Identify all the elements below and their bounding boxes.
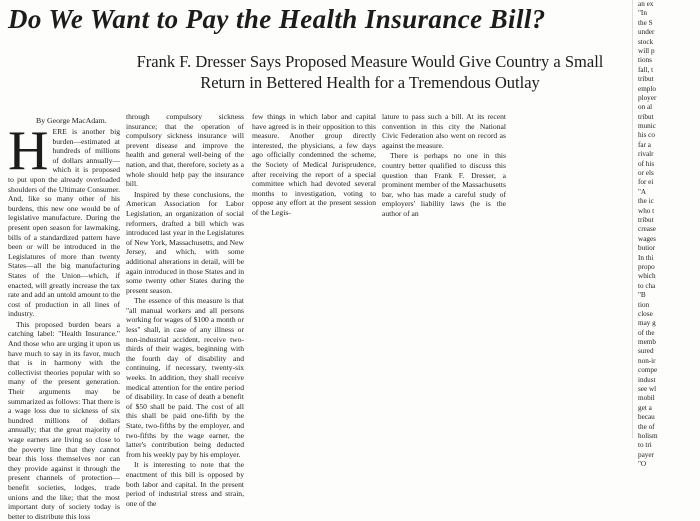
right-column-line: sured xyxy=(638,347,654,356)
right-column-line: "B xyxy=(638,291,646,300)
right-column-line: butior xyxy=(638,244,656,253)
right-column-line: mobil xyxy=(638,394,655,403)
right-column-line: propo xyxy=(638,262,655,271)
right-column-line: tribut xyxy=(638,112,654,121)
right-column-line: for ei xyxy=(638,178,654,187)
right-column-line: "A xyxy=(638,187,647,196)
right-column-line: far a xyxy=(638,140,651,149)
paragraph: There is perhaps no one in this country better qualified to discuss this question than Frank F. Dresser, a prominent member of the Massachusetts bar, who has made a careful study of employers' liability laws (he is the author of an xyxy=(382,151,506,218)
right-column-line: ployer xyxy=(638,93,657,102)
right-column-line: his co xyxy=(638,131,655,140)
column-divider xyxy=(632,0,633,438)
right-column-line: payer xyxy=(638,450,654,459)
adjacent-article-column xyxy=(638,0,700,469)
right-column-line: to tri xyxy=(638,441,652,450)
right-column-line: the ic xyxy=(638,197,654,206)
right-column-line: emplo xyxy=(638,84,656,93)
column-2 xyxy=(126,112,244,508)
right-column-line: on al xyxy=(638,103,653,112)
right-column-line: may g xyxy=(638,319,656,328)
right-column-line: the of xyxy=(638,422,655,431)
right-column-line: tribut xyxy=(638,215,654,224)
right-column-line: fall, t xyxy=(638,65,654,74)
right-column-line: tribut xyxy=(638,75,654,84)
right-column-line: In thi xyxy=(638,253,654,262)
right-column-line: close xyxy=(638,309,653,318)
headline: Do We Want to Pay the Health Insurance Bill? xyxy=(8,4,546,34)
right-column-line: wages xyxy=(638,234,656,243)
right-column-line: indust xyxy=(638,375,656,384)
right-column-line: compe xyxy=(638,366,658,375)
right-column-line: to cha xyxy=(638,281,656,290)
right-column-line: "In xyxy=(638,9,647,18)
paragraph: through compulsory sickness insurance; that the operation of compulsory sickness insurance will prevent disease and improve the health and general well-being of the nation, and that, therefore, society as a whole should help pay the insurance bill. xyxy=(126,112,244,189)
right-column-line: an ex xyxy=(638,0,654,8)
right-column-line: munic xyxy=(638,122,656,131)
right-column-line: get a xyxy=(638,403,652,412)
right-column-line: non-ir xyxy=(638,356,656,365)
column-3 xyxy=(252,112,376,232)
right-column-line: crease xyxy=(638,225,656,234)
right-column-line: see wl xyxy=(638,385,657,394)
paragraph: ERE is another big burden—estimated at hundreds of millions of dollars annually—which it is proposed to put upon the already overloaded shoulders of the Ultimate Consumer. And, like so many other of his burdens, this new one would be of legislative manufacture. During the present open season for lawmaking, bills of a standardized pattern have been or will be introduced in the Legislatures of more than twenty States—all the big manufacturing States of the Union—which, if enacted, will greatly increase the tax rate and add an untold amount to the cost of production in all lines of industry. xyxy=(8,127,120,319)
right-column-line: the S xyxy=(638,18,653,27)
right-column-line: rivalr xyxy=(638,150,654,159)
right-column-line: under xyxy=(638,28,655,37)
paragraph: lature to pass such a bill. At its recent convention in this city the National Civic Federation also went on record as against the measure. xyxy=(382,112,506,150)
right-column-line: or els xyxy=(638,169,654,178)
right-column-line: memb xyxy=(638,338,656,347)
paragraph: The essence of this measure is that "all manual workers and all persons working for wages of $100 a month or less" shall, in case of any illness or non-industrial accident, receive two-thirds of their wages, beginning with the fourth day of disability and continuing, if necessary, twenty-six weeks. In addition, they shall receive medical attention for the entire period of disability. In case of death a benefit of $50 shall be paid. The cost of all this shall be paid one-fifth by the State, two-fifths by the employer, and two-fifths by the wage earner, the latter's contribution being deducted from his weekly pay by his employer. xyxy=(126,296,244,459)
column-4 xyxy=(382,112,506,232)
right-column-line: of the xyxy=(638,328,655,337)
right-column-line: of his xyxy=(638,159,655,168)
byline: By George MacAdam. xyxy=(36,116,107,125)
right-column-line: tion xyxy=(638,300,650,309)
paragraph: This proposed burden bears a catching label: "Health Insurance." And those who are urging it upon us have much to say in its favor, much that is in harmony with the collectivist theories popular with so many of the present generation. Their arguments may be summarized as follows: That there is a wage loss due to sickness of six hundred millions of dollars annually; that the great majority of wage earners are living so close to the poverty line that they cannot bear this loss themselves nor can they provide against it through the present channels of protection—benefit societies, lodges, trade unions and the like; that the most important duty of society today is better to distribute this loss xyxy=(8,319,120,521)
right-column-line: which xyxy=(638,272,656,281)
paragraph: few things in which labor and capital have agreed is in their opposition to this measure. Another group directly interested, the physicians, a few days ago officially condemned the scheme, the Society of Medical Jurisprudence, after receiving the report of a special committee which had devoted several months to investigation, voting to oppose any effort at the present session of the Legis- xyxy=(252,112,376,217)
right-column-line: "O xyxy=(638,460,647,469)
paragraph: Inspired by these conclusions, the American Association for Labor Legislation, an organization of social reformers, drafted a bill which was introduced last year in the Legislatures of New York, Massachusetts, and New Jersey, and which, with some additional alterations in detail, will be again introduced in those States and in some twenty other States during the present season. xyxy=(126,189,244,295)
right-column-line: holism xyxy=(638,431,658,440)
right-column-line: stock xyxy=(638,37,654,46)
right-column-line: who t xyxy=(638,206,655,215)
right-column-line: will p xyxy=(638,46,655,55)
drop-cap: H xyxy=(8,120,49,182)
paragraph: It is interesting to note that the enactment of this bill is opposed by both labor and capital. In the present period of industrial stress and strain, one of the xyxy=(126,460,244,508)
subhead: Frank F. Dresser Says Proposed Measure Would Give Country a Small Return in Bettered Health for a Tremendous Outlay xyxy=(136,52,604,92)
right-column-line: tions xyxy=(638,56,652,65)
right-column-line: becau xyxy=(638,413,655,422)
